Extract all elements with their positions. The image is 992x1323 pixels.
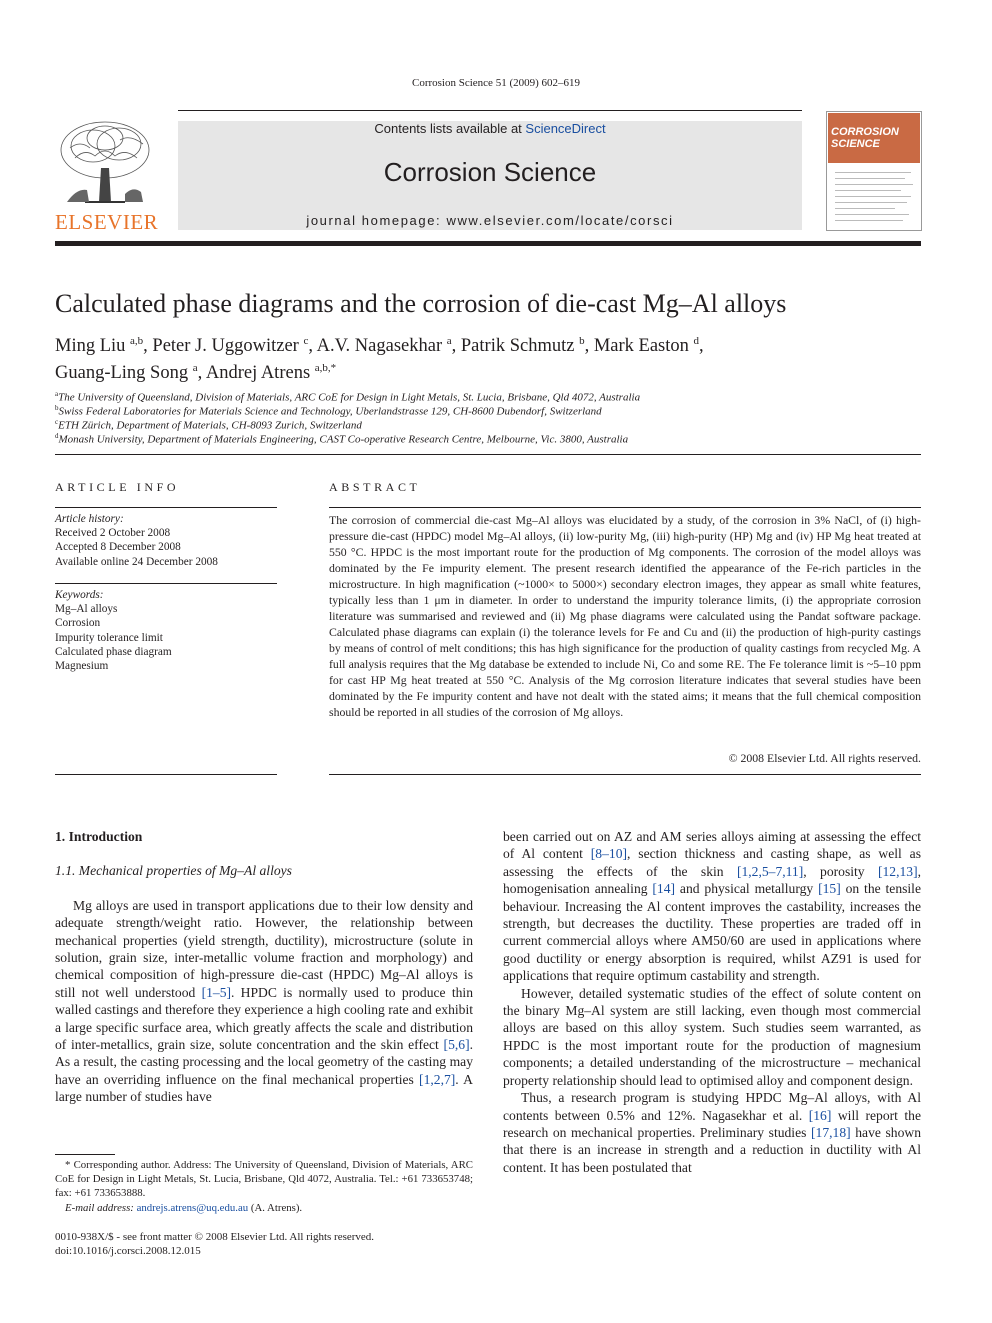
keyword: Mg–Al alloys	[55, 603, 118, 616]
email-note: E-mail address: andrejs.atrens@uq.edu.au (A. Atrens).	[65, 1202, 303, 1214]
author: A.V. Nagasekhar $^a$,	[316, 335, 461, 357]
abstract-rule	[329, 507, 921, 508]
author: Andrej Atrens $^{a,b,*}$	[205, 362, 337, 384]
journal-homepage[interactable]: journal homepage: www.elsevier.com/locate/corsci	[306, 213, 674, 228]
accepted-date: Accepted 8 December 2008	[55, 541, 181, 554]
body-paragraph: However, detailed systematic studies of the effect of solute content on the binary Mg–Al system are still lacking, even though most commercial alloys are based on this alloy system. Such studies seem warranted, as HPDC is the most important route for the production of magnesium components; a detailed understanding of the microstructure – mechanical property relationship should lead to optimised alloy and component design.	[503, 985, 921, 1088]
reference-link[interactable]: [1,2,7]	[419, 1071, 456, 1087]
body-paragraph: Thus, a research program is studying HPDC Mg–Al alloys, with Al contents between 0.5% and 12%. Nagasekhar et al. [16] will report the research on mechanical properties. Preliminary studies [17,18] have shown that there is an increase in strength and a reduction in ductility with Al content. It has been postulated that	[503, 1090, 921, 1175]
abstract-bottom-rule	[329, 774, 921, 775]
author: Mark Easton $^d$,	[593, 335, 704, 357]
affiliation-rule	[55, 454, 921, 455]
footnote-rule	[55, 1154, 115, 1155]
author: Peter J. Uggowitzer $^c$,	[152, 335, 317, 357]
affiliation: $^b$Swiss Federal Laboratories for Materials Science and Technology, Uberlandstrasse 129, CH-8600 Dubendorf, Switzerland	[55, 404, 602, 418]
copyright-notice: © 2008 Elsevier Ltd. All rights reserved.	[728, 751, 921, 765]
affiliation: $^a$The University of Queensland, Division of Materials, ARC CoE for Design in Light Metals, St. Lucia, Brisbane, Qld 4072, Australia	[55, 390, 641, 404]
online-date: Available online 24 December 2008	[55, 555, 218, 568]
affiliation: $^d$Monash University, Department of Materials Engineering, CAST Co-operative Research Centre, Melbourne, Vic. 3800, Australia	[55, 432, 629, 446]
keyword: Calculated phase diagram	[55, 645, 172, 658]
journal-cover-thumbnail	[826, 111, 922, 231]
keyword: Corrosion	[55, 617, 101, 630]
header-bottom-rule	[55, 241, 921, 246]
corresponding-author-note: * Corresponding author. Address: The University of Queensland, Division of Materials, ARC CoE for Design in Light Metals, St. Lucia, Brisbane, Qld 4072, Australia. Tel.: +61 733653748; fax: +61 733653888.	[55, 1159, 473, 1200]
elsevier-wordmark: ELSEVIER	[55, 210, 159, 234]
contents-prefix: Contents lists available at	[374, 121, 526, 136]
sciencedirect-link[interactable]: ScienceDirect	[525, 121, 606, 136]
keyword: Impurity tolerance limit	[55, 631, 163, 644]
reference-link[interactable]: [5,6]	[443, 1037, 470, 1053]
article-title: Calculated phase diagrams and the corrosion of die-cast Mg–Al alloys	[55, 289, 787, 318]
article-info-bottom-rule	[55, 774, 277, 775]
doi-line[interactable]: doi:10.1016/j.corsci.2008.12.015	[55, 1245, 201, 1257]
history-label: Article history:	[55, 513, 124, 525]
abstract-heading: ABSTRACT	[329, 480, 421, 494]
body-right-column	[503, 828, 921, 1176]
author: Guang-Ling Song $^a$,	[55, 362, 206, 384]
author-list	[55, 330, 935, 384]
reference-link[interactable]: [1–5]	[201, 984, 232, 1000]
keywords-label: Keywords:	[55, 589, 104, 601]
email-link[interactable]: andrejs.atrens@uq.edu.au	[136, 1202, 249, 1214]
reference-link[interactable]: [15]	[818, 881, 841, 897]
reference-link[interactable]: [8–10]	[590, 846, 628, 862]
keywords-rule	[55, 583, 277, 584]
journal-citation: Corrosion Science 51 (2009) 602–619	[411, 77, 581, 89]
article-info-heading: ARTICLE INFO	[55, 480, 180, 494]
reference-link[interactable]: [14]	[652, 881, 676, 897]
elsevier-tree-logo	[55, 118, 155, 208]
header-top-rule	[178, 110, 802, 111]
journal-banner	[178, 121, 802, 230]
reference-link[interactable]: [16]	[808, 1107, 832, 1123]
body-left-column	[55, 828, 473, 1106]
article-history	[55, 512, 277, 569]
reference-link[interactable]: [17,18]	[811, 1124, 851, 1140]
journal-name: Corrosion Science	[383, 157, 597, 187]
keyword: Magnesium	[55, 660, 109, 673]
cover-title: CORROSION SCIENCE	[831, 126, 899, 150]
received-date: Received 2 October 2008	[55, 527, 171, 540]
reference-link[interactable]: [1,2,5–7,11]	[736, 863, 804, 879]
article-info-rule	[55, 507, 277, 508]
issn-line: 0010-938X/$ - see front matter © 2008 Elsevier Ltd. All rights reserved.	[55, 1231, 375, 1243]
body-paragraph: Mg alloys are used in transport applications due to their low density and adequate strength/weight ratio. However, the relationship between mechanical properties (yield strength, ductility), microstructure (solute in solution, grain size, inter-metallic volume fraction and morphology) and chemical composition of high-pressure die-cast (HPDC) Mg–Al alloys is still not well understood [1–5]. HPDC is normally used to produce thin walled castings and therefore they experience a high cooling rate and exhibit a large specific surface area, which greatly affects the scale and distribution of inter-metallics, grain size, solute concentration and the skin effect [5,6]. As a result, the casting processing and the local geometry of the casting may have an overriding influence on the final mechanical properties [1,2,7]. A large number of studies have	[55, 897, 473, 1105]
contents-line	[178, 121, 802, 136]
affiliation: $^c$ETH Zürich, Department of Materials, CH-8093 Zurich, Switzerland	[55, 418, 362, 432]
keywords-block	[55, 588, 277, 673]
subsection-heading: 1.1. Mechanical properties of Mg–Al alloys	[55, 863, 292, 879]
author: Patrik Schmutz $^b$,	[460, 335, 594, 357]
abstract-text: The corrosion of commercial die-cast Mg–Al alloys was elucidated by a study, of the corrosion in 3% NaCl, of (i) high-pressure die-cast (HPDC) model Mg–Al alloys, (ii) low-purity Mg, (iii) high-purity (HP) Mg and (iv) HP Mg heat treated at 550 °C. HPDC is the most important route for the production of Mg components. The corrosion of the model alloys was dominated by the Fe impurity element. The present research identified the appearance of the Fe-rich particles in the microstructure. In high magnification (~1000× to 5000×) secondary electron images, they appear as small white features, typically less than 1 μm in diameter. In order to understand the impurity tolerance limits, (i) the appropriate corrosion literature was summarised and reviewed and (ii) Mg phase diagrams were calculated using the Pandat software package. Calculated phase diagrams can explain (i) the tolerance levels for Fe and Cu and (ii) the production of high-purity castings by means of control of melt conditions; this has high significance for the production of quality castings from recycled Mg. A full analysis requires that the Mg database be extended to include Ni, Co and some RE. The Fe tolerance limit is ~5–10 ppm for cast HP Mg heat treated at 550 °C. Analysis of the Mg corrosion literature indicates that several studies have been dominated by the Fe impurity content and have not dealt with the stated aims; it means that the full chemical composition should be reported in all studies of the corrosion of Mg alloys.	[329, 513, 921, 719]
body-paragraph: been carried out on AZ and AM series alloys aiming at assessing the effect of Al content [8–10], section thickness and casting shape, as well as assessing the effects of the skin [1,2,5–7,11], porosity [12,13], homogenisation annealing [14] and physical metallurgy [15] on the tensile behaviour. Increasing the Al content improves the castability, increases the strength, but decreases the ductility. These properties are traded off in current commercial alloys where AM50/60 are used in applications where good ductility or energy absorption is required, whilst AZ91 is used for applications that require optimum castability and strength.	[503, 829, 921, 984]
section-heading: 1. Introduction	[55, 829, 143, 844]
reference-link[interactable]: [12,13]	[877, 863, 918, 879]
author: Ming Liu $^{a,b}$,	[55, 335, 153, 357]
